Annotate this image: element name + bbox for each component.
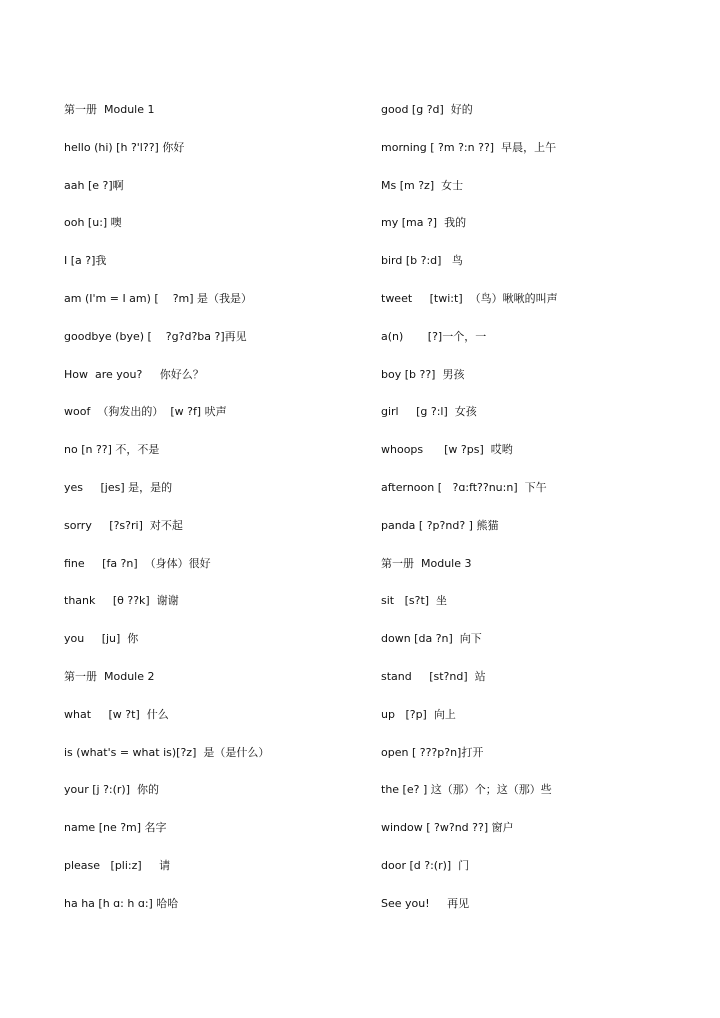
vocab-entry: sorry [?s?ri] 对不起	[64, 518, 183, 532]
vocab-entry: ooh [u:] 噢	[64, 216, 122, 230]
vocab-entry: goodbye (bye) [ ?g?d?ba ?]再见	[64, 329, 247, 343]
vocab-entry: open [ ???p?n]打开	[381, 745, 484, 759]
vocab-entry: morning [ ?m ?:n ??] 早晨，上午	[381, 140, 557, 154]
vocab-entry: is (what's = what is)[?z] 是（是什么）	[64, 745, 270, 759]
vocab-entry: woof （狗发出的） [w ?f] 吠声	[64, 405, 227, 419]
vocab-entry: hello (hi) [h ?'l??] 你好	[64, 140, 185, 154]
vocab-entry: afternoon [ ?ɑ:ft??nu:n] 下午	[381, 480, 547, 494]
vocab-entry: fine [fa ?n] （身体）很好	[64, 556, 211, 570]
vocab-entry: tweet [twi:t] （鸟）啾啾的叫声	[381, 291, 558, 305]
vocab-entry: name [ne ?m] 名字	[64, 821, 167, 835]
vocab-entry: How are you? 你好么？	[64, 367, 204, 381]
vocab-entry: sit [s?t] 坐	[381, 594, 448, 608]
vocab-entry: window [ ?w?nd ??] 窗户	[381, 821, 514, 835]
vocab-entry: good [g ?d] 好的	[381, 103, 473, 116]
vocab-entry: I [a ?]我	[64, 254, 107, 268]
vocab-entry: Ms [m ?z] 女士	[381, 178, 464, 192]
vocab-entry: up [?p] 向上	[381, 707, 456, 721]
vocab-entry: the [e? ] 这（那）个；这（那）些	[381, 783, 552, 797]
module-heading: 第一册 Module 1	[64, 103, 155, 116]
vocab-entry: my [ma ?] 我的	[381, 216, 467, 230]
vocab-entry: whoops [w ?ps] 哎哟	[381, 443, 513, 457]
left-column	[64, 99, 374, 931]
module-heading: 第一册 Module 3	[381, 556, 472, 570]
vocab-entry: bird [b ?:d] 鸟	[381, 254, 463, 268]
vocab-entry: door [d ?:(r)] 门	[381, 858, 470, 872]
vocab-entry: aah [e ?]啊	[64, 178, 124, 192]
vocab-entry: a(n) [?]一个，一	[381, 329, 487, 343]
vocab-entry: yes [jes] 是，是的	[64, 480, 173, 494]
module-heading: 第一册 Module 2	[64, 669, 155, 683]
vocab-entry: stand [st?nd] 站	[381, 669, 486, 683]
vocab-entry: panda [ ?p?nd? ] 熊猫	[381, 518, 499, 532]
vocab-entry: you [ju] 你	[64, 632, 139, 646]
vocab-entry: am (I'm = I am) [ ?m] 是（我是）	[64, 291, 253, 305]
vocab-entry: See you! 再见	[381, 896, 470, 910]
vocab-entry: down [da ?n] 向下	[381, 632, 482, 646]
vocab-entry: your [j ?:(r)] 你的	[64, 783, 160, 797]
vocab-entry: boy [b ??] 男孩	[381, 367, 465, 381]
vocab-entry: ha ha [h ɑ: h ɑ:] 哈哈	[64, 896, 179, 910]
right-column	[381, 99, 701, 931]
vocab-entry: please [pli:z] 请	[64, 858, 171, 872]
vocab-entry: no [n ??] 不，不是	[64, 443, 160, 457]
vocab-entry: girl [g ?:l] 女孩	[381, 405, 477, 419]
vocab-entry: what [w ?t] 什么	[64, 707, 169, 721]
vocab-entry: thank [θ ??k] 谢谢	[64, 594, 179, 608]
